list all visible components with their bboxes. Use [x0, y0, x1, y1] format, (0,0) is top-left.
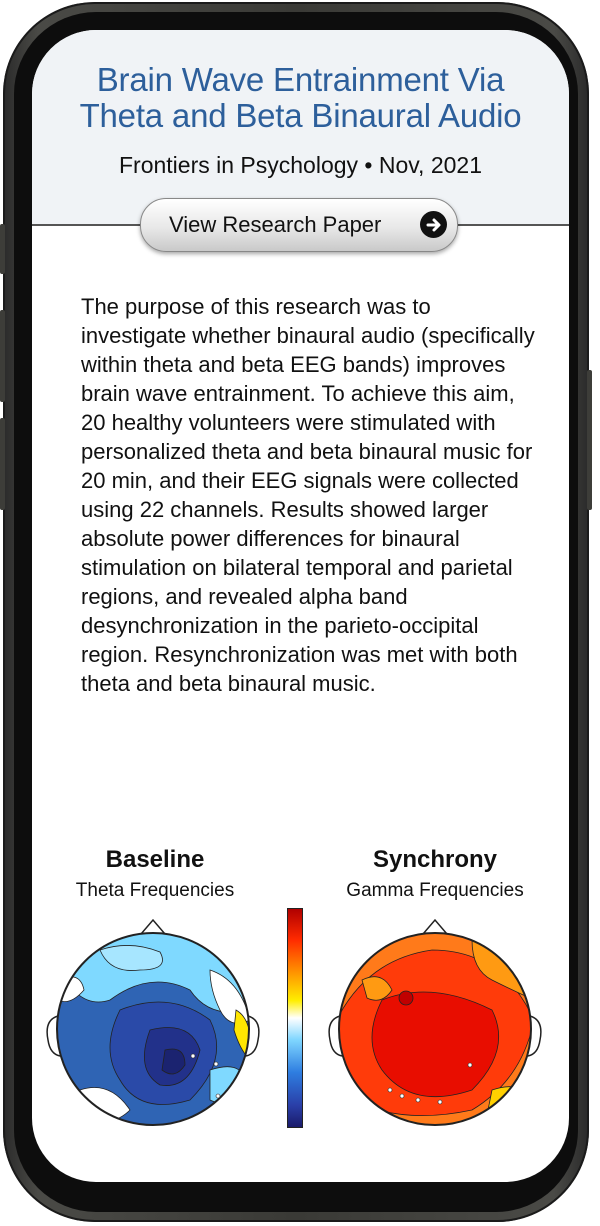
side-button-volume-up	[0, 310, 5, 402]
synchrony-topomap	[322, 910, 548, 1140]
baseline-subtitle: Theta Frequencies	[75, 880, 235, 901]
baseline-topomap	[40, 910, 266, 1140]
view-research-paper-label: View Research Paper	[169, 212, 382, 237]
phone-screen	[32, 30, 569, 1182]
page-title-line-2: Theta and Beta Binaural Audio	[79, 97, 522, 134]
side-button-power	[587, 370, 592, 510]
baseline-title: Baseline	[105, 846, 205, 873]
view-research-paper-button[interactable]	[140, 198, 458, 252]
synchrony-subtitle: Gamma Frequencies	[346, 880, 524, 901]
color-scale-bar	[287, 908, 303, 1128]
page-title-line-1: Brain Wave Entrainment Via	[96, 61, 505, 98]
side-button-volume-down	[0, 418, 5, 510]
side-button-mute	[0, 224, 5, 274]
page-header	[32, 30, 569, 226]
arrow-right-circle-icon	[420, 211, 447, 238]
page-title	[32, 62, 569, 134]
research-abstract: The purpose of this research was to investigate whether binaural audio (specifically within theta and beta EEG bands) improves brain wave entrainment. To achieve this aim, 20 healthy volunteers were stimulated with personalized theta and beta binaural music for 20 min, and their EEG signals were collected using 22 channels. Results showed larger absolute power differences for binaural stimulation on bilateral temporal and parietal regions, and revealed alpha band desynchronization in the parieto-occipital region. Resynchronization was met with both theta and beta binaural music.	[81, 294, 535, 696]
synchrony-title: Synchrony	[372, 846, 498, 873]
publication-info: Frontiers in Psychology • Nov, 2021	[118, 152, 482, 178]
